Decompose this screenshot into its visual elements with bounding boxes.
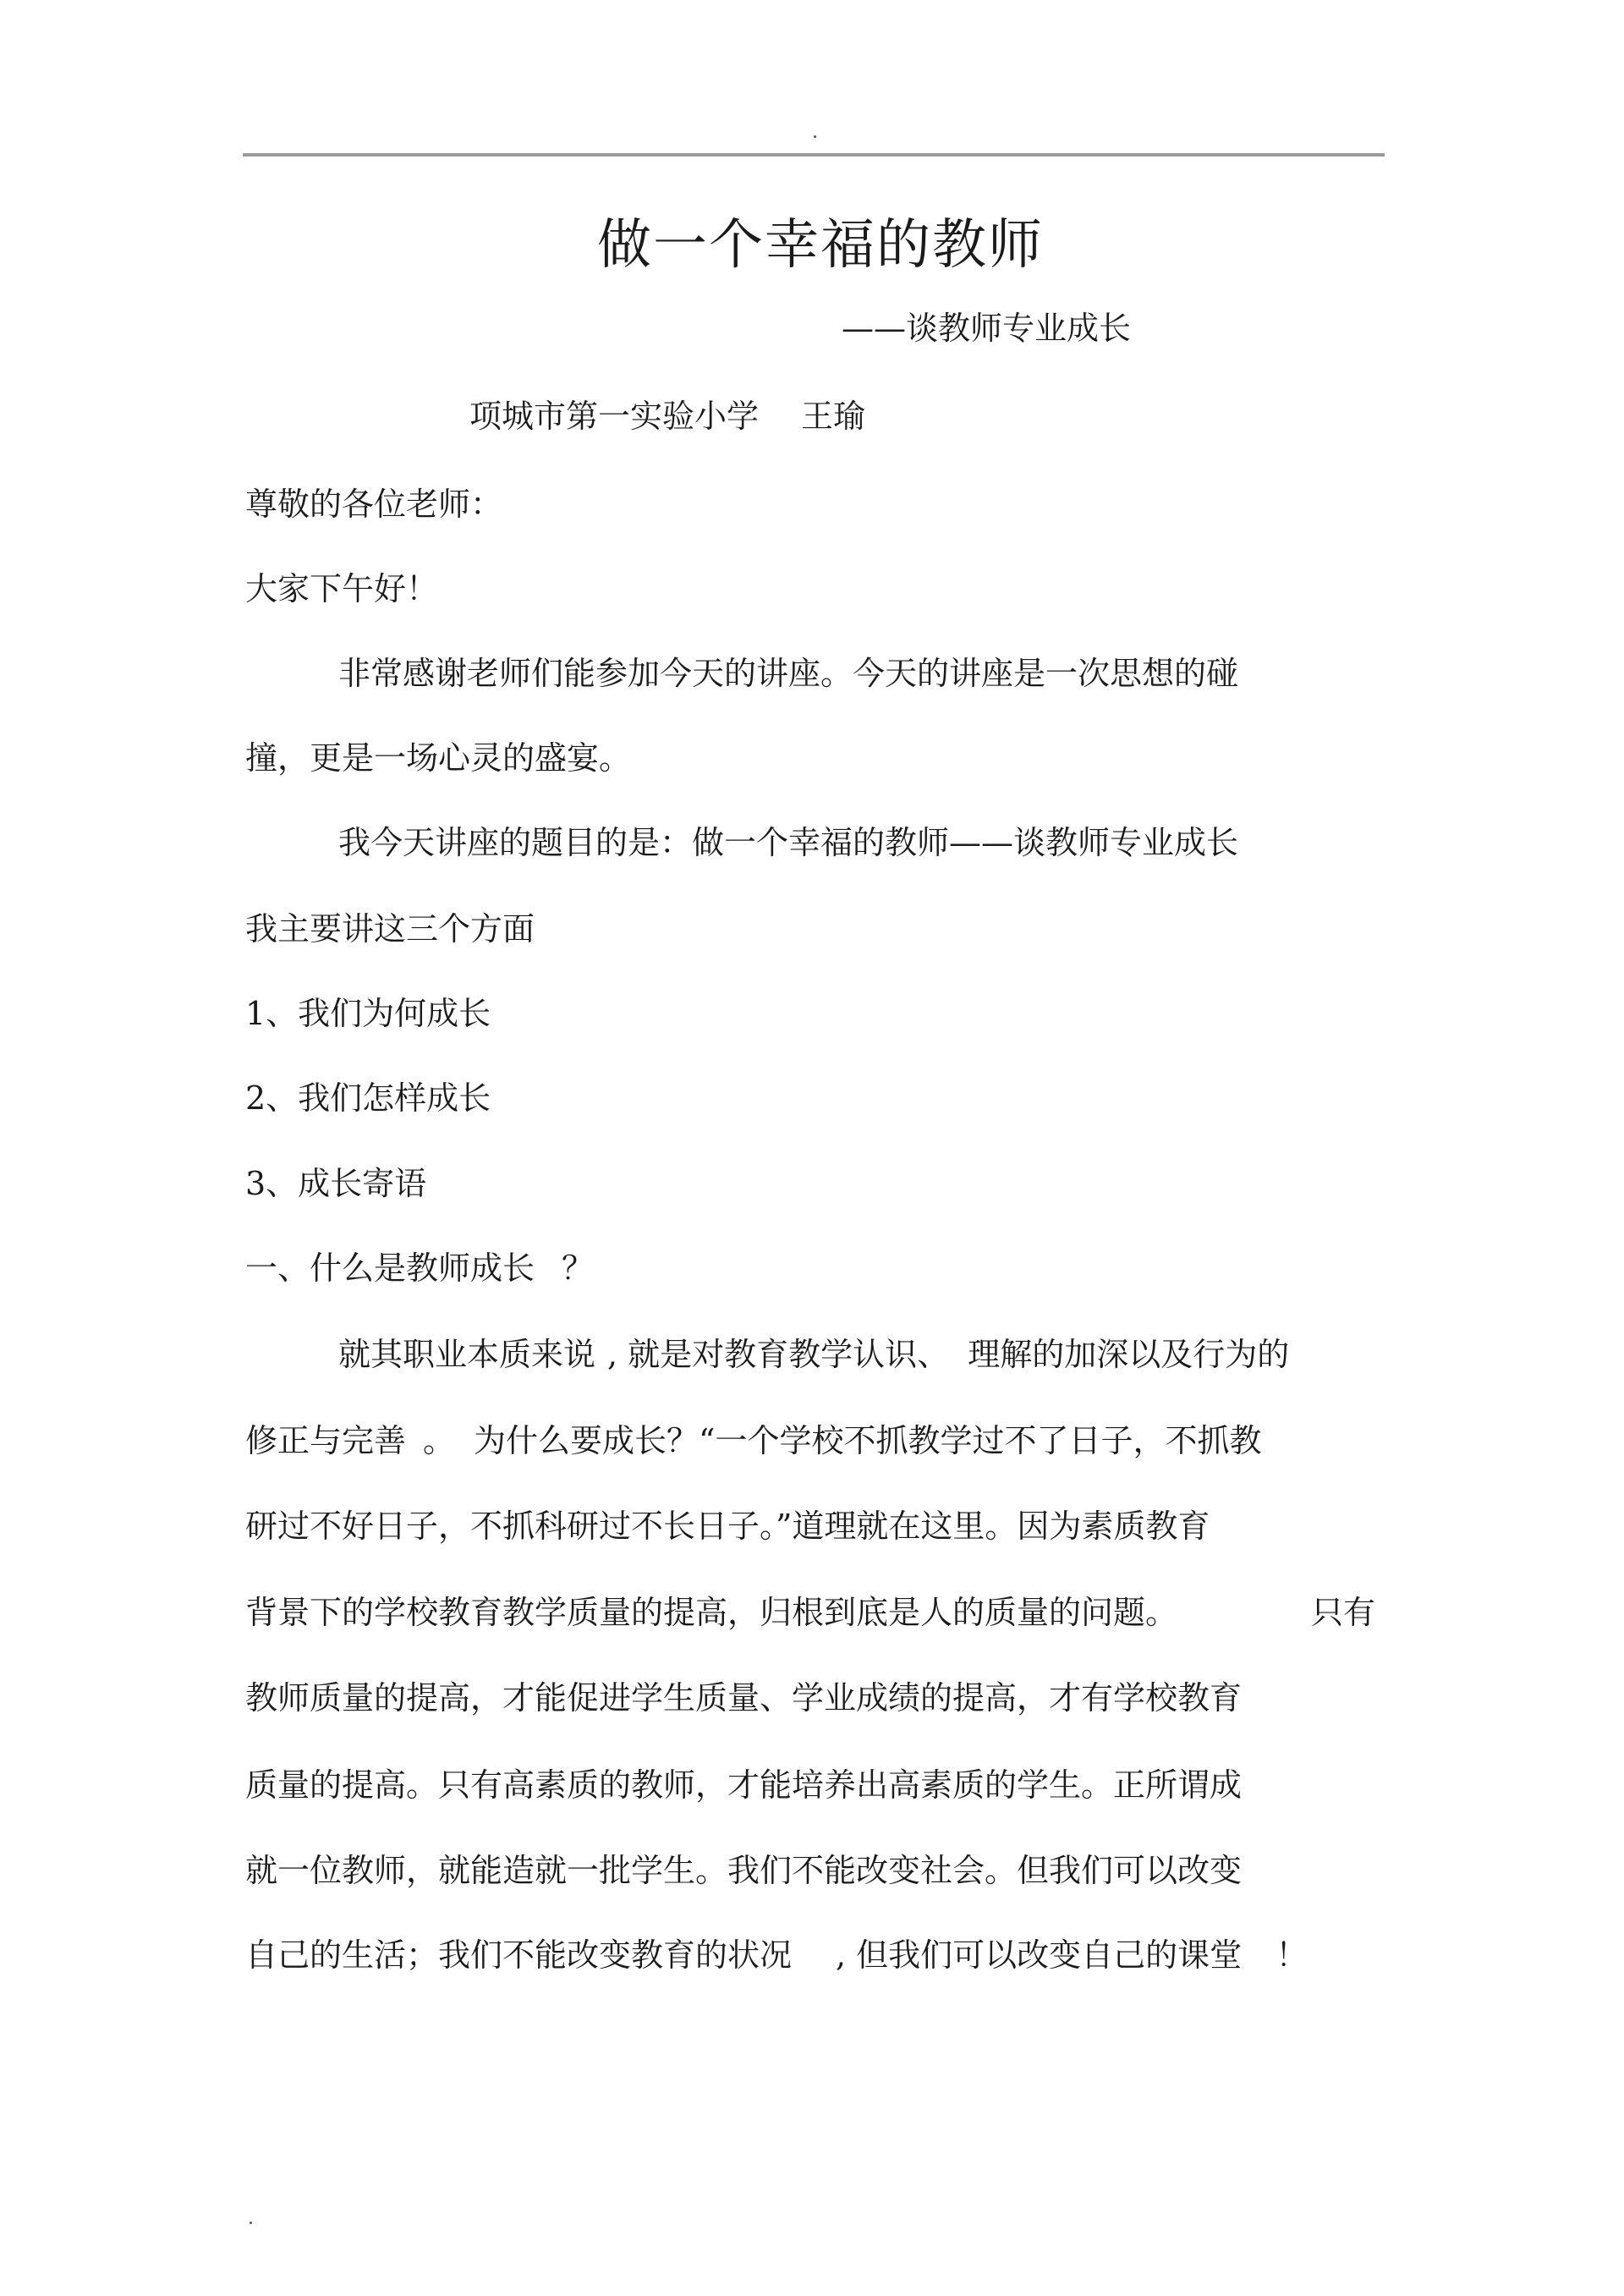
body-line-3-a: 研过不好日子，不抓科研过不长日子。”道理就在这里。因为素质教育 — [245, 1508, 1210, 1545]
salutation: 大家下午好！ — [245, 570, 439, 607]
section-heading-mark: ？ — [562, 1250, 595, 1287]
body-line-2-b: 。 — [423, 1422, 456, 1459]
header-dot — [814, 135, 816, 138]
body-line-3 — [245, 1504, 1210, 1548]
aspect-item-2: 2、我们怎样成长 — [245, 1079, 491, 1117]
header-rule — [243, 153, 1385, 157]
body-line-7 — [245, 1848, 1242, 1892]
body-line-5 — [245, 1676, 1242, 1720]
body-line-4-b: 只有 — [1311, 1594, 1376, 1631]
byline-school: 项城市第一实验小学 — [469, 398, 760, 435]
section-heading — [245, 1246, 594, 1290]
body-line-1-b: , 就是对教育教学认识、 — [607, 1336, 950, 1373]
body-line-8-a: 自己的生活；我们不能改变教育的状况 — [245, 1936, 793, 1974]
body-line-2 — [245, 1419, 1261, 1463]
document-title: 做一个幸福的教师 — [597, 214, 1044, 277]
intro-para-line-2: 撞，更是一场心灵的盛宴。 — [245, 739, 632, 777]
body-line-8-c: ！ — [1276, 1936, 1309, 1974]
body-line-7-a: 就一位教师，就能造就一批学生。我们不能改变社会。但我们可以改变 — [245, 1852, 1243, 1889]
body-line-4-a: 背景下的学校教育教学质量的提高，归根到底是人的质量的问题。 — [245, 1594, 1178, 1631]
body-line-2-c: 为什么要成长？“一个学校不抓教学过不了日子，不抓教 — [474, 1422, 1262, 1459]
body-line-4 — [245, 1590, 1376, 1634]
body-line-2-a: 修正与完善 — [245, 1422, 407, 1459]
footer-dot — [250, 2222, 252, 2224]
aspect-item-3: 3、成长寄语 — [245, 1165, 427, 1202]
body-line-8 — [245, 1933, 1308, 1977]
aspect-item-1: 1、我们为何成长 — [245, 995, 491, 1032]
aspects-intro: 我主要讲这三个方面 — [245, 910, 535, 948]
topic-line: 我今天讲座的题目的是：做一个幸福的教师——谈教师专业成长 — [338, 824, 1239, 861]
byline — [469, 394, 865, 438]
byline-author: 王瑜 — [801, 398, 866, 435]
intro-para-line-1: 非常感谢老师们能参加今天的讲座。今天的讲座是一次思想的碰 — [338, 655, 1239, 692]
body-line-5-a: 教师质量的提高，才能促进学生质量、学业成绩的提高，才有学校教育 — [245, 1679, 1243, 1717]
body-line-6 — [245, 1763, 1242, 1807]
body-line-1 — [338, 1332, 1289, 1376]
section-heading-text: 一、什么是教师成长 — [245, 1250, 535, 1287]
body-line-1-c: 理解的加深以及行为的 — [968, 1336, 1290, 1373]
body-line-1-a: 就其职业本质来说 — [338, 1336, 596, 1373]
body-line-6-a: 质量的提高。只有高素质的教师，才能培养出高素质的学生。正所谓成 — [245, 1766, 1243, 1804]
document-subtitle: ——谈教师专业成长 — [842, 310, 1132, 347]
greeting: 尊敬的各位老师： — [245, 486, 503, 523]
body-line-8-b: , 但我们可以改变自己的课堂 — [836, 1936, 1243, 1974]
